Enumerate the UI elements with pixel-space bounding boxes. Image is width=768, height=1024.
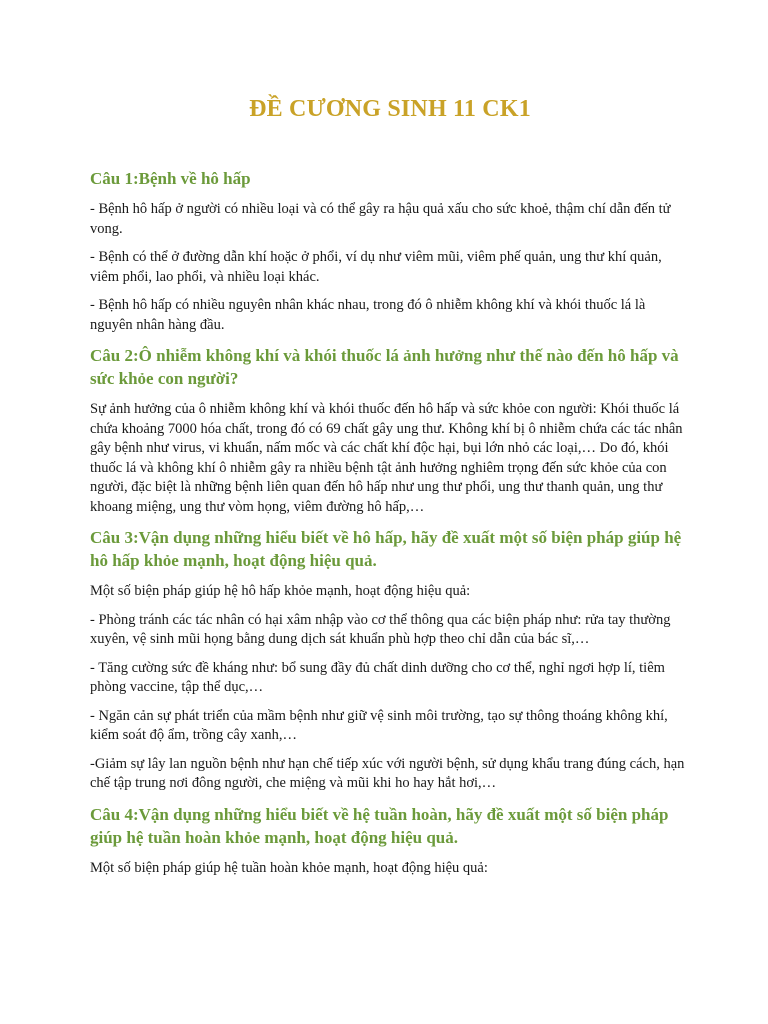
section-cau-4 [90,803,690,879]
section-cau-3 [90,526,690,794]
paragraph: Một số biện pháp giúp hệ hô hấp khỏe mạnh, hoạt động hiệu quả: [90,583,471,599]
question-heading: Câu 4:Vận dụng những hiểu biết về hệ tuần hoàn, hãy đề xuất một số biện pháp giúp hệ tuần hoàn khỏe mạnh, hoạt động hiệu quả. [90,804,669,847]
paragraph: - Bệnh hô hấp ở người có nhiều loại và có thể gây ra hậu quả xấu cho sức khoẻ, thậm chí dẫn đến tử vong. [90,201,671,237]
paragraph: - Bệnh có thể ở đường dẫn khí hoặc ở phổi, ví dụ như viêm mũi, viêm phế quản, ung thư khí quản, viêm phổi, lao phổi, và nhiều loại khác. [90,249,662,285]
question-heading: Câu 3:Vận dụng những hiểu biết về hô hấp, hãy đề xuất một số biện pháp giúp hệ hô hấp khỏe mạnh, hoạt động hiệu quả. [90,528,682,570]
paragraph: Một số biện pháp giúp hệ tuần hoàn khỏe mạnh, hoạt động hiệu quả: [90,859,488,876]
paragraph: - Ngăn cản sự phát triển của mầm bệnh như giữ vệ sinh môi trường, tạo sự thông thoáng không khí, kiểm soát độ ẩm, trồng cây xanh,… [90,707,668,743]
paragraph: -Giảm sự lây lan nguồn bệnh như hạn chế tiếp xúc với người bệnh, sử dụng khẩu trang đúng cách, hạn chế tập trung nơi đông người, che miệng và mũi khi ho hay hắt hơi,… [90,755,685,791]
question-heading: Câu 2:Ô nhiễm không khí và khói thuốc lá ảnh hưởng như thế nào đến hô hấp và sức khỏe con người? [90,346,679,388]
paragraph: - Phòng tránh các tác nhân có hại xâm nhập vào cơ thể thông qua các biện pháp như: rửa tay thường xuyên, vệ sinh mũi họng bằng dung dịch sát khuẩn phù hợp theo chỉ dẫn của bác sĩ,… [90,611,671,647]
paragraph: - Tăng cường sức đề kháng như: bổ sung đầy đủ chất dinh dưỡng cho cơ thể, nghỉ ngơi hợp lí, tiêm phòng vaccine, tập thể dục,… [90,659,665,695]
document-title: ĐỀ CƯƠNG SINH 11 CK1 [249,96,531,122]
question-heading: Câu 1:Bệnh về hô hấp [90,169,251,188]
section-cau-1 [90,167,690,335]
paragraph: - Bệnh hô hấp có nhiều nguyên nhân khác nhau, trong đó ô nhiễm không khí và khói thuốc lá là nguyên nhân hàng đầu. [90,297,646,333]
paragraph: Sự ảnh hưởng của ô nhiễm không khí và khói thuốc đến hô hấp và sức khỏe con người: Khói thuốc lá chứa khoảng 7000 hóa chất, trong đó có 69 chất gây ung thư. Không khí bị ô nhiễm chứa các tác nhân gây bệnh như virus, vi khuẩn, nấm mốc và các chất khí độc hại, bụi lớn nhỏ các loại,… Do đó, khói thuốc lá và không khí ô nhiễm gây ra nhiều bệnh tật ảnh hưởng nghiêm trọng đến sức khỏe của con người, đặc biệt là những bệnh liên quan đến hô hấp như ung thư phổi, ung thư thanh quản, ung thư khoang miệng, ung thư vòm họng, viêm đường hô hấp,… [90,401,683,515]
section-cau-2 [90,344,690,517]
